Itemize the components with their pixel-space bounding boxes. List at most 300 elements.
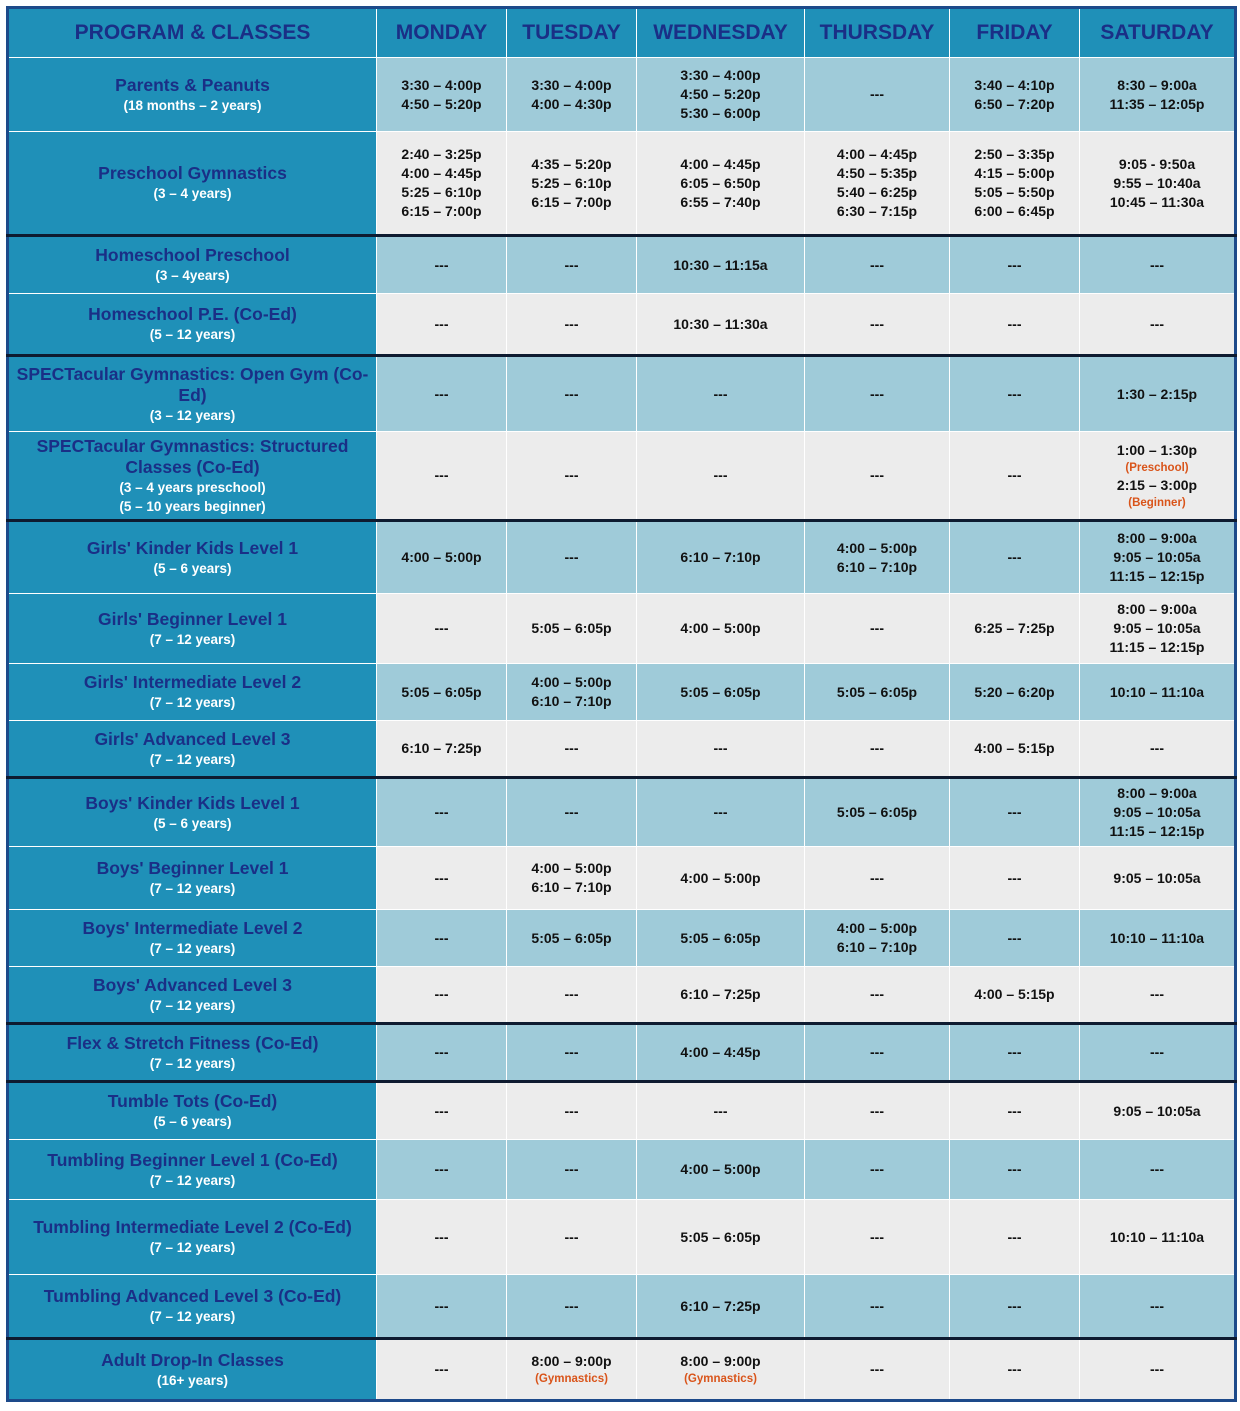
time-cell-wednesday xyxy=(637,294,805,356)
time-cell-tuesday xyxy=(507,1275,637,1339)
time-cell-monday xyxy=(377,236,507,294)
class-note: (Gymnastics) xyxy=(684,1373,757,1385)
time-slot: 4:00 – 5:00p xyxy=(680,620,761,636)
header-thursday: THURSDAY xyxy=(805,8,950,58)
time-cell-thursday xyxy=(805,1024,950,1082)
time-slot: --- xyxy=(434,869,449,886)
time-slot: 4:00 – 5:00p xyxy=(680,869,761,886)
time-cell-wednesday xyxy=(637,847,805,910)
time-cell-wednesday xyxy=(637,1082,805,1140)
time-cell-tuesday xyxy=(507,356,637,432)
time-slot: 4:50 – 5:20p xyxy=(401,95,482,112)
time-slot: --- xyxy=(870,620,884,636)
time-slot: --- xyxy=(870,1044,884,1060)
program-cell xyxy=(8,594,377,664)
time-slot: 5:05 – 6:05p xyxy=(531,929,612,946)
time-slot: 4:00 – 5:15p xyxy=(974,740,1055,756)
program-name: Boys' Intermediate Level 2 xyxy=(82,918,303,938)
time-slot: --- xyxy=(870,869,884,886)
time-cell-monday xyxy=(377,910,507,967)
time-slot: 4:00 – 5:00p xyxy=(836,539,918,556)
time-slot: --- xyxy=(713,804,728,820)
program-cell xyxy=(8,58,377,132)
time-slot: --- xyxy=(564,1228,579,1245)
time-slot: 6:10 – 7:10p xyxy=(836,558,918,575)
program-age-range: (7 – 12 years) xyxy=(149,1172,236,1188)
time-slot: 5:05 – 6:05p xyxy=(680,683,761,700)
schedule-wrapper xyxy=(6,6,1234,1402)
table-row xyxy=(8,910,1236,967)
time-cell-saturday xyxy=(1080,1200,1236,1275)
time-cell-tuesday xyxy=(507,132,637,236)
time-slot: --- xyxy=(870,385,884,402)
time-slot: 4:00 – 4:45p xyxy=(680,155,761,172)
time-cell-friday xyxy=(950,594,1080,664)
time-slot: --- xyxy=(1150,315,1164,332)
time-slot: 2:40 – 3:25p xyxy=(401,146,482,162)
time-slot: 4:50 – 5:20p xyxy=(680,86,761,102)
time-slot: 5:05 – 5:50p xyxy=(974,184,1055,200)
time-cell-saturday xyxy=(1080,1339,1236,1401)
time-slot: 4:00 – 5:00p xyxy=(680,1161,761,1177)
time-cell-saturday xyxy=(1080,132,1236,236)
time-slot: 1:00 – 1:30p xyxy=(1116,441,1198,458)
time-slot: 5:05 – 6:05p xyxy=(401,683,482,700)
program-name: Adult Drop-In Classes xyxy=(101,1349,284,1370)
time-slot: 5:05 – 6:05p xyxy=(836,683,918,700)
time-slot: 11:15 – 12:15p xyxy=(1109,823,1205,839)
time-cell-friday xyxy=(950,521,1080,594)
time-cell-friday xyxy=(950,1275,1080,1339)
time-slot: --- xyxy=(434,256,449,273)
header-monday: MONDAY xyxy=(377,8,507,58)
time-slot: --- xyxy=(1007,467,1022,483)
time-cell-tuesday xyxy=(507,967,637,1024)
table-row xyxy=(8,132,1236,236)
time-cell-saturday xyxy=(1080,1275,1236,1339)
time-slot: 3:30 – 4:00p xyxy=(680,67,761,83)
time-slot: --- xyxy=(434,1102,449,1119)
time-slot: --- xyxy=(870,740,884,756)
time-cell-wednesday xyxy=(637,1339,805,1401)
time-cell-saturday xyxy=(1080,721,1236,778)
time-slot: 6:55 – 7:40p xyxy=(680,193,761,210)
program-name: Girls' Intermediate Level 2 xyxy=(83,672,302,692)
time-slot: 5:20 – 6:20p xyxy=(974,683,1055,700)
time-cell-tuesday xyxy=(507,1140,637,1200)
program-cell xyxy=(8,1275,377,1339)
time-slot: --- xyxy=(1007,1044,1022,1060)
time-slot: --- xyxy=(1007,929,1022,946)
time-slot: 2:50 – 3:35p xyxy=(974,146,1055,162)
program-age-range: (7 – 12 years) xyxy=(149,941,236,956)
time-slot: 3:30 – 4:00p xyxy=(401,76,482,93)
time-slot: 6:25 – 7:25p xyxy=(974,620,1055,636)
time-cell-tuesday xyxy=(507,778,637,847)
time-slot: --- xyxy=(434,1161,449,1177)
time-slot: --- xyxy=(1007,549,1022,565)
time-slot: 6:00 – 6:45p xyxy=(974,203,1055,219)
time-slot: 9:55 – 10:40a xyxy=(1113,174,1201,191)
time-slot: --- xyxy=(1007,1102,1022,1119)
time-slot: --- xyxy=(434,804,449,820)
time-slot: --- xyxy=(1007,1297,1022,1314)
table-row xyxy=(8,1082,1236,1140)
time-slot: 4:00 – 4:45p xyxy=(836,146,918,162)
class-schedule-table xyxy=(6,6,1237,1402)
time-cell-saturday xyxy=(1080,1024,1236,1082)
time-cell-tuesday xyxy=(507,1082,637,1140)
program-name: Parents & Peanuts xyxy=(115,74,270,95)
time-slot: 6:15 – 7:00p xyxy=(401,203,482,219)
table-row xyxy=(8,521,1236,594)
time-slot: 6:10 – 7:25p xyxy=(680,986,761,1002)
time-slot: --- xyxy=(1007,804,1022,820)
time-cell-tuesday xyxy=(507,594,637,664)
time-slot: 4:00 – 4:30p xyxy=(531,95,612,112)
program-age-range: (7 – 12 years) xyxy=(149,751,236,767)
program-age-range: (7 – 12 years) xyxy=(149,997,236,1013)
time-cell-tuesday xyxy=(507,1339,637,1401)
time-cell-saturday xyxy=(1080,294,1236,356)
program-cell xyxy=(8,847,377,910)
program-age-range: (7 – 12 years) xyxy=(149,1240,236,1255)
time-cell-thursday xyxy=(805,294,950,356)
table-row xyxy=(8,721,1236,778)
time-slot: 6:10 – 7:10p xyxy=(836,939,918,955)
time-slot: 3:30 – 4:00p xyxy=(531,76,612,93)
time-slot: --- xyxy=(1007,869,1022,886)
time-slot: --- xyxy=(1150,1044,1164,1060)
time-cell-tuesday xyxy=(507,521,637,594)
time-slot: 10:10 – 11:10a xyxy=(1109,929,1205,946)
time-slot: 4:50 – 5:35p xyxy=(836,165,918,181)
time-slot: --- xyxy=(1007,315,1022,332)
time-cell-friday xyxy=(950,236,1080,294)
time-slot: 8:00 – 9:00a xyxy=(1117,530,1197,546)
class-note: (Beginner) xyxy=(1128,496,1186,509)
table-row xyxy=(8,778,1236,847)
time-cell-thursday xyxy=(805,1082,950,1140)
time-slot: 11:15 – 12:15p xyxy=(1109,568,1205,584)
time-cell-thursday xyxy=(805,1339,950,1401)
time-slot: 6:10 – 7:10p xyxy=(531,879,612,895)
time-cell-monday xyxy=(377,1339,507,1401)
time-cell-friday xyxy=(950,847,1080,910)
time-cell-thursday xyxy=(805,910,950,967)
program-cell xyxy=(8,778,377,847)
program-cell xyxy=(8,910,377,967)
time-slot: 11:35 – 12:05p xyxy=(1109,95,1205,112)
program-name: SPECTacular Gymnastics: Open Gym (Co-Ed) xyxy=(16,363,369,405)
header-friday: FRIDAY xyxy=(950,8,1080,58)
program-age-range: (18 months – 2 years) xyxy=(123,97,262,113)
schedule-body xyxy=(8,58,1236,1401)
program-age-range: (5 – 12 years) xyxy=(149,327,236,342)
time-cell-thursday xyxy=(805,721,950,778)
time-cell-thursday xyxy=(805,432,950,521)
time-cell-thursday xyxy=(805,236,950,294)
time-cell-tuesday xyxy=(507,721,637,778)
time-slot: --- xyxy=(564,740,579,756)
time-slot: --- xyxy=(1007,1361,1022,1377)
time-cell-thursday xyxy=(805,356,950,432)
time-cell-friday xyxy=(950,778,1080,847)
table-row xyxy=(8,967,1236,1024)
time-cell-wednesday xyxy=(637,58,805,132)
program-name: Tumbling Intermediate Level 2 (Co-Ed) xyxy=(33,1217,352,1237)
program-age-range: (5 – 6 years) xyxy=(153,1114,232,1129)
time-slot: --- xyxy=(1150,256,1164,273)
time-slot: --- xyxy=(434,467,449,483)
time-cell-wednesday xyxy=(637,910,805,967)
time-cell-saturday xyxy=(1080,910,1236,967)
time-slot: --- xyxy=(434,385,449,402)
time-slot: 5:05 – 6:05p xyxy=(680,1228,761,1245)
time-cell-monday xyxy=(377,432,507,521)
time-cell-thursday xyxy=(805,967,950,1024)
time-slot: --- xyxy=(1007,1161,1022,1177)
time-slot: --- xyxy=(434,620,449,636)
time-cell-tuesday xyxy=(507,1200,637,1275)
time-cell-monday xyxy=(377,132,507,236)
time-cell-wednesday xyxy=(637,132,805,236)
time-slot: 6:10 – 7:10p xyxy=(680,549,761,565)
time-cell-friday xyxy=(950,432,1080,521)
time-cell-saturday xyxy=(1080,432,1236,521)
table-row xyxy=(8,594,1236,664)
time-slot: --- xyxy=(434,1361,449,1377)
time-cell-monday xyxy=(377,967,507,1024)
time-cell-monday xyxy=(377,778,507,847)
time-slot: 10:45 – 11:30a xyxy=(1109,193,1205,210)
time-slot: 4:35 – 5:20p xyxy=(531,155,612,172)
time-slot: 3:40 – 4:10p xyxy=(974,76,1055,93)
program-name: Tumbling Beginner Level 1 (Co-Ed) xyxy=(47,1149,338,1170)
time-slot: --- xyxy=(713,740,728,756)
program-cell xyxy=(8,1200,377,1275)
header-wednesday: WEDNESDAY xyxy=(637,8,805,58)
time-cell-friday xyxy=(950,664,1080,721)
time-cell-monday xyxy=(377,847,507,910)
program-age-range: (3 – 4 years) xyxy=(153,186,232,201)
program-name: Girls' Beginner Level 1 xyxy=(98,608,287,629)
table-row xyxy=(8,236,1236,294)
time-cell-friday xyxy=(950,721,1080,778)
program-name: Flex & Stretch Fitness (Co-Ed) xyxy=(66,1032,319,1053)
time-slot: --- xyxy=(434,1297,449,1314)
time-slot: 11:15 – 12:15p xyxy=(1109,639,1205,655)
time-slot: 2:15 – 3:00p xyxy=(1116,476,1198,493)
time-cell-saturday xyxy=(1080,58,1236,132)
program-age-range: (7 – 12 years) xyxy=(149,1309,236,1324)
program-name: Girls' Advanced Level 3 xyxy=(94,728,291,749)
program-age-range: (7 – 12 years) xyxy=(149,881,236,896)
time-cell-thursday xyxy=(805,58,950,132)
time-slot: 6:15 – 7:00p xyxy=(531,193,612,210)
time-slot: --- xyxy=(564,467,579,483)
program-name: Boys' Kinder Kids Level 1 xyxy=(85,792,300,813)
time-cell-wednesday xyxy=(637,778,805,847)
time-slot: --- xyxy=(713,1102,728,1119)
time-cell-friday xyxy=(950,910,1080,967)
program-name: SPECTacular Gymnastics: Structured Classes (Co-Ed) xyxy=(36,435,349,477)
time-slot: --- xyxy=(870,315,884,332)
time-cell-friday xyxy=(950,294,1080,356)
time-cell-monday xyxy=(377,721,507,778)
time-slot: --- xyxy=(564,315,579,332)
program-cell xyxy=(8,721,377,778)
table-row xyxy=(8,847,1236,910)
time-cell-friday xyxy=(950,967,1080,1024)
time-slot: 9:05 – 10:05a xyxy=(1113,620,1201,636)
table-row xyxy=(8,1140,1236,1200)
time-cell-saturday xyxy=(1080,594,1236,664)
program-name: Boys' Beginner Level 1 xyxy=(96,858,289,878)
time-slot: 5:25 – 6:10p xyxy=(531,174,612,191)
time-slot: 8:30 – 9:00a xyxy=(1117,76,1197,93)
header-row xyxy=(8,8,1236,58)
time-cell-wednesday xyxy=(637,1024,805,1082)
time-slot: --- xyxy=(1007,385,1022,402)
time-cell-tuesday xyxy=(507,910,637,967)
time-slot: 9:05 – 10:05a xyxy=(1113,804,1201,820)
program-age-range: (7 – 12 years) xyxy=(149,631,236,647)
time-slot: 5:30 – 6:00p xyxy=(680,105,761,121)
time-slot: --- xyxy=(564,986,579,1002)
time-slot: --- xyxy=(564,1297,579,1314)
time-cell-friday xyxy=(950,1024,1080,1082)
program-name: Homeschool Preschool xyxy=(95,245,290,265)
time-slot: 9:05 - 9:50a xyxy=(1118,155,1196,172)
program-cell xyxy=(8,967,377,1024)
time-cell-monday xyxy=(377,521,507,594)
time-slot: --- xyxy=(1150,986,1164,1002)
time-cell-saturday xyxy=(1080,1140,1236,1200)
header-tuesday: TUESDAY xyxy=(507,8,637,58)
time-slot: --- xyxy=(870,1297,884,1314)
time-cell-friday xyxy=(950,1082,1080,1140)
time-slot: --- xyxy=(564,1044,579,1060)
time-cell-monday xyxy=(377,594,507,664)
table-row xyxy=(8,664,1236,721)
time-cell-monday xyxy=(377,1140,507,1200)
time-cell-monday xyxy=(377,294,507,356)
table-row xyxy=(8,1275,1236,1339)
time-slot: 10:10 – 11:10a xyxy=(1109,683,1205,700)
program-cell xyxy=(8,1082,377,1140)
program-name: Preschool Gymnastics xyxy=(98,163,287,183)
time-cell-tuesday xyxy=(507,236,637,294)
time-cell-tuesday xyxy=(507,58,637,132)
time-slot: --- xyxy=(564,549,579,565)
program-cell xyxy=(8,294,377,356)
time-slot: --- xyxy=(713,385,728,402)
time-cell-thursday xyxy=(805,594,950,664)
time-slot: 4:00 – 5:00p xyxy=(531,860,612,876)
time-cell-wednesday xyxy=(637,1140,805,1200)
program-cell xyxy=(8,1024,377,1082)
time-slot: 6:10 – 7:25p xyxy=(401,740,482,756)
time-slot: --- xyxy=(870,256,884,273)
program-age-range: (5 – 10 years beginner) xyxy=(119,498,266,514)
time-slot: --- xyxy=(434,1044,449,1060)
time-cell-thursday xyxy=(805,1275,950,1339)
time-slot: --- xyxy=(870,86,884,102)
time-slot: 8:00 – 9:00a xyxy=(1117,601,1197,617)
time-cell-tuesday xyxy=(507,432,637,521)
table-row xyxy=(8,58,1236,132)
time-slot: 5:25 – 6:10p xyxy=(401,184,482,200)
time-slot: --- xyxy=(870,1228,884,1245)
time-slot: --- xyxy=(870,1161,884,1177)
table-row xyxy=(8,294,1236,356)
time-slot: 4:00 – 5:00p xyxy=(531,674,612,690)
time-cell-thursday xyxy=(805,778,950,847)
time-slot: --- xyxy=(1150,1361,1164,1377)
time-slot: 4:00 – 5:00p xyxy=(401,549,482,565)
time-cell-friday xyxy=(950,1339,1080,1401)
time-cell-wednesday xyxy=(637,721,805,778)
time-cell-wednesday xyxy=(637,521,805,594)
time-cell-monday xyxy=(377,1024,507,1082)
time-slot: 5:05 – 6:05p xyxy=(836,804,918,820)
header-program-classes: PROGRAM & CLASSES xyxy=(8,8,377,58)
time-slot: 10:10 – 11:10a xyxy=(1109,1228,1205,1245)
time-slot: 5:05 – 6:05p xyxy=(531,620,612,636)
time-cell-friday xyxy=(950,1140,1080,1200)
program-cell xyxy=(8,1140,377,1200)
time-cell-thursday xyxy=(805,1140,950,1200)
time-cell-thursday xyxy=(805,847,950,910)
program-name: Boys' Advanced Level 3 xyxy=(92,974,292,995)
program-name: Homeschool P.E. (Co-Ed) xyxy=(88,304,297,324)
program-cell xyxy=(8,356,377,432)
time-cell-wednesday xyxy=(637,967,805,1024)
time-slot: --- xyxy=(870,467,884,483)
time-slot: --- xyxy=(870,986,884,1002)
time-cell-monday xyxy=(377,356,507,432)
time-cell-saturday xyxy=(1080,236,1236,294)
time-slot: --- xyxy=(1007,1228,1022,1245)
time-cell-monday xyxy=(377,664,507,721)
table-row xyxy=(8,356,1236,432)
time-cell-tuesday xyxy=(507,847,637,910)
time-slot: 6:30 – 7:15p xyxy=(836,203,918,219)
time-cell-wednesday xyxy=(637,356,805,432)
table-row xyxy=(8,1024,1236,1082)
time-slot: 6:10 – 7:10p xyxy=(531,693,612,709)
time-cell-thursday xyxy=(805,132,950,236)
time-cell-wednesday xyxy=(637,594,805,664)
time-slot: 8:00 – 9:00p xyxy=(531,1353,612,1369)
time-slot: --- xyxy=(870,1361,884,1377)
program-age-range: (3 – 4 years preschool) xyxy=(119,479,266,495)
time-slot: --- xyxy=(564,1102,579,1119)
program-cell xyxy=(8,432,377,521)
time-slot: --- xyxy=(1007,256,1022,273)
time-slot: 10:30 – 11:30a xyxy=(673,315,768,332)
time-slot: --- xyxy=(1150,1161,1164,1177)
time-slot: 6:05 – 6:50p xyxy=(680,174,761,191)
time-slot: 5:40 – 6:25p xyxy=(836,184,918,200)
time-cell-saturday xyxy=(1080,778,1236,847)
time-slot: 9:05 – 10:05a xyxy=(1113,1102,1201,1119)
time-cell-saturday xyxy=(1080,1082,1236,1140)
time-cell-wednesday xyxy=(637,1200,805,1275)
program-name: Tumbling Advanced Level 3 (Co-Ed) xyxy=(43,1286,342,1306)
time-cell-wednesday xyxy=(637,236,805,294)
